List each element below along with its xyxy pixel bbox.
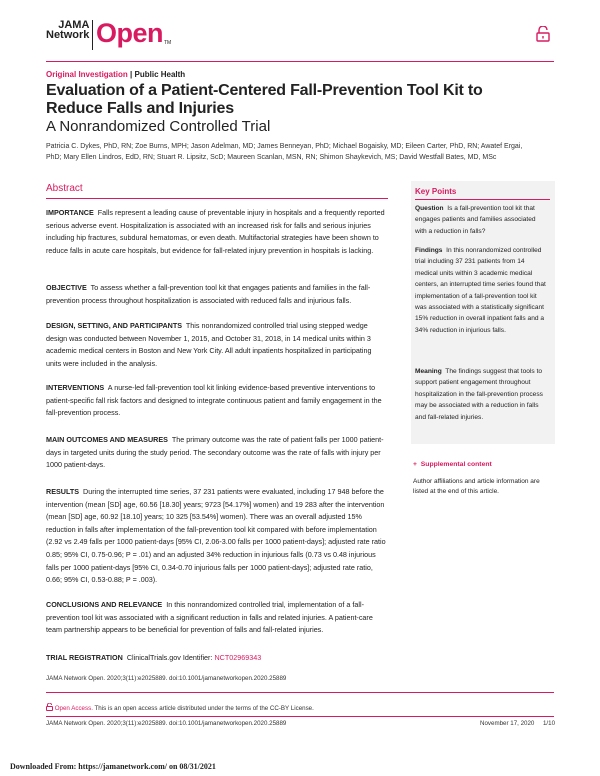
footer-citation: JAMA Network Open. 2020;3(11):e2025889. doi:10.1001/jamanetworkopen.2020.25889 (46, 720, 287, 727)
abstract-rule (46, 198, 388, 199)
section-label: CONCLUSIONS AND RELEVANCE (46, 600, 163, 609)
footer-rule (46, 716, 554, 717)
section-label: DESIGN, SETTING, AND PARTICIPANTS (46, 321, 183, 330)
abstract-heading: Abstract (46, 183, 83, 194)
abstract-results (46, 486, 388, 587)
supplemental-label: Supplemental content (420, 461, 492, 468)
open-lock-icon (536, 26, 550, 42)
meaning-label: Meaning (415, 368, 442, 375)
author-affiliations-note: Author affiliations and article information are listed at the end of this article. (413, 478, 540, 495)
question-text: Is a fall-prevention tool kit that engages patients and families associated with a reduction in falls? (415, 205, 536, 235)
key-points-question (415, 203, 549, 237)
section-text: In this nonrandomized controlled trial, implementation of a fall-prevention tool kit was associated with a significant reduction in falls and related injuries. A patient-care team partnership appears to be beneficial for prevention of falls and fall-related injuries. (46, 600, 373, 635)
key-points-rule (415, 199, 550, 200)
footer-date: November 17, 2020 (480, 720, 535, 727)
key-points-heading: Key Points (415, 187, 457, 196)
key-points-findings (415, 245, 549, 336)
key-points-meaning (415, 366, 549, 423)
category-label: Original Investigation (46, 70, 128, 79)
section-text: During the interrupted time series, 37 231 patients were evaluated, including 17 948 before the intervention (mean [SD] age, 60.56 [18.30] years; 9723 [54.17%] women) and 19 283 after the intervention (mean [SD] age, 60.92 [18.10] years; 10 325 [53.54%] women). There was an overall adjusted 15% reduction in falls after implementation of the fall-prevention tool kit compared with before implementation (2.92 vs 2.49 falls per 1000 patient-days [95% CI, 2.06-3.00 falls per 1000 patient-days]; adjusted rate ratio 0.85; 95% CI, 0.75-0.96; P = .01) and an adjusted 34% reduction in injurious falls (0.73 vs 0.48 injurious falls per 1000 patient-days [95% CI, 0.34-0.70 injurious falls per 1000 patient-days]; adjusted rate ratio, 0.66; 95% CI, 0.53-0.88; P = .003). (46, 487, 386, 585)
abstract-importance (46, 207, 388, 257)
footer-date-page (480, 720, 555, 727)
open-access-label: Open Access. (54, 705, 93, 712)
article-title: Evaluation of a Patient-Centered Fall-Prevention Tool Kit to Reduce Falls and Injuries (46, 82, 483, 117)
citation-rule (46, 692, 554, 693)
citation-line: JAMA Network Open. 2020;3(11):e2025889. doi:10.1001/jamanetworkopen.2020.25889 (46, 675, 287, 682)
subcategory-label: Public Health (134, 70, 186, 79)
article-subtitle: A Nonrandomized Controlled Trial (46, 118, 271, 135)
page-number: 1/10 (542, 720, 556, 727)
trial-registration-link[interactable]: NCT02969343 (214, 653, 262, 662)
logo-divider (92, 20, 93, 50)
section-label: MAIN OUTCOMES AND MEASURES (46, 435, 168, 444)
section-label: INTERVENTIONS (46, 383, 105, 392)
download-stamp: Downloaded From: https://jamanetwork.com/ on 08/31/2021 (10, 762, 216, 771)
section-text: To assess whether a fall-prevention tool kit that engages patients and families in the fall-prevention process throughout hospitalization is associated with reduced falls and injurious falls. (46, 283, 371, 305)
logo-jama-network (46, 20, 89, 40)
trial-registration-text: ClinicalTrials.gov Identifier: (126, 653, 213, 662)
open-access-text: This is an open access article distributed under the terms of the CC-BY License. (94, 705, 314, 712)
logo-jama-text: JAMA (58, 19, 90, 31)
section-text: Falls represent a leading cause of preventable injury in hospitals and a frequently reported serious adverse event. Hospitalization is associated with an increased risk for falls and serious injuries including hip fractures, subdural hematomas, or even death. Multifactorial strategies have been shown to reduce falls in acute care hospitals, but evidence for fall-related injury prevention in hospitals is lacking. (46, 208, 385, 255)
findings-text: In this nonrandomized controlled trial including 37 231 patients from 14 medical units within 3 academic medical centers, an interrupted time series found that implementation of a fall-prevention tool kit was associated with a statistically significant 15% reduction in overall inpatient falls and a 34% reduction in injurious falls. (415, 247, 546, 334)
meaning-text: The findings suggest that tools to support patient engagement throughout hospitalization in the fall-prevention process may be associated with a reduction in falls and fall-related injuries. (415, 368, 543, 421)
section-text: This nonrandomized controlled trial using stepped wedge design was conducted between November 1, 2015, and October 31, 2018, in 14 medical units within 3 academic medical centers in Boston and New York City. All adult inpatients hospitalized in participating units were included in the analysis. (46, 321, 372, 368)
plus-icon: + (413, 461, 417, 468)
section-label: IMPORTANCE (46, 208, 94, 217)
abstract-objective (46, 282, 388, 307)
section-label: RESULTS (46, 487, 80, 496)
section-text: The primary outcome was the rate of patient falls per 1000 patient-days in targeted units during the study period. The secondary outcome was the rate of falls with injury per 1000 patient-days. (46, 435, 384, 470)
section-label: OBJECTIVE (46, 283, 87, 292)
supplemental-content-link[interactable] (413, 461, 492, 468)
open-access-icon (46, 703, 53, 711)
logo-network-text: Network (46, 29, 90, 41)
findings-label: Findings (415, 247, 443, 254)
abstract-interventions (46, 382, 388, 420)
trial-registration (46, 652, 388, 665)
logo-tm: TM (164, 40, 172, 46)
category-separator: | (130, 70, 133, 79)
logo-open-text: Open (96, 18, 164, 48)
abstract-outcomes (46, 434, 388, 472)
header-rule (46, 61, 554, 62)
question-label: Question (415, 205, 444, 212)
article-category (46, 70, 185, 79)
author-list: Patricia C. Dykes, PhD, RN; Zoe Burns, MPH; Jason Adelman, MD; James Benneyan, PhD; Michael Bogaisky, MD; Eileen Carter, PhD, RN; Awatef Ergai, PhD; Mary Ellen Lindros, EdD, RN; Stuart R. Lipsitz, ScD; Maureen Scanlan, MSN, RN; Shimon Shaykevich, MS; David Westfall Bates, MD, MSc (46, 143, 523, 161)
open-access-line (46, 703, 314, 712)
abstract-conclusions (46, 599, 388, 637)
abstract-design (46, 320, 388, 370)
section-text: A nurse-led fall-prevention tool kit linking evidence-based preventive interventions to patient-specific fall risk factors and designed to integrate continuous patient and family engagement in the fall-prevention process. (46, 383, 382, 418)
trial-registration-label: TRIAL REGISTRATION (46, 653, 123, 662)
